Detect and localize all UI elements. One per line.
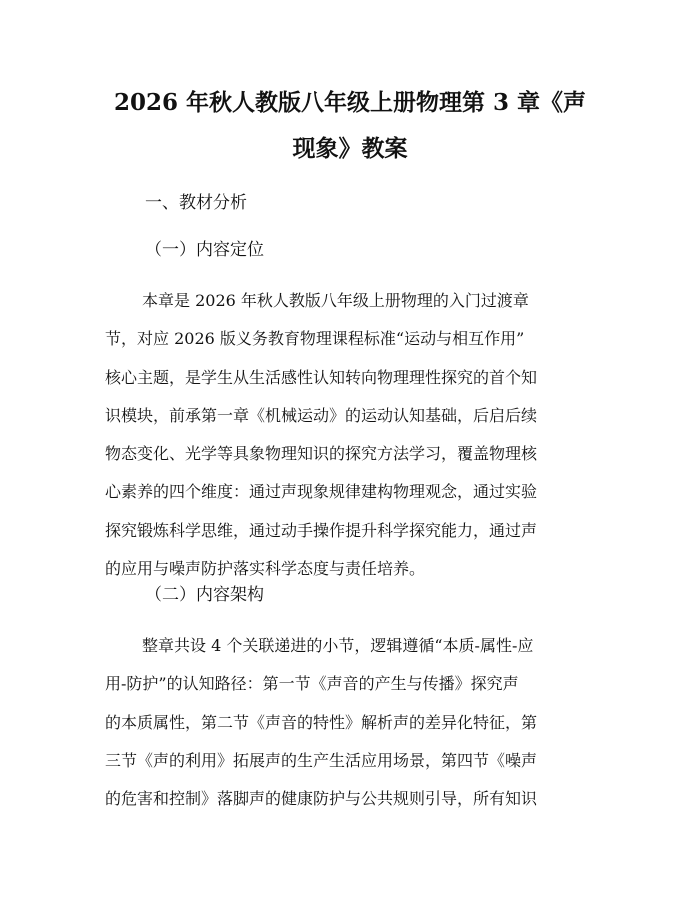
subsection-heading-content-positioning: （一）内容定位	[145, 240, 264, 260]
paragraph-line: 的危害和控制》落脚声的健康防护与公共规则引导，所有知识	[105, 789, 538, 809]
paragraph-line: 心素养的四个维度：通过声现象规律建构物理观念，通过实验	[105, 482, 538, 502]
paragraph-line: 三节《声的利用》拓展声的生产生活应用场景，第四节《噪声	[105, 750, 538, 770]
paragraph-line: 本章是 2026 年秋人教版八年级上册物理的入门过渡章	[142, 291, 529, 310]
paragraph-line: 节，对应 2026 版义务教育物理课程标准“运动与相互作用”	[105, 329, 525, 349]
paragraph-line: 核心主题，是学生从生活感性认知转向物理理性探究的首个知	[105, 367, 538, 387]
paragraph-line: 物态变化、光学等具象物理知识的探究方法学习，覆盖物理核	[105, 444, 538, 464]
title-line-1: 2026 年秋人教版八年级上册物理第 3 章《声	[113, 89, 587, 116]
document-title	[90, 80, 610, 172]
paragraph-line: 识模块，前承第一章《机械运动》的运动认知基础，后启后续	[105, 405, 538, 425]
paragraph-line: 的应用与噪声防护落实科学态度与责任培养。	[105, 559, 426, 579]
section-heading-textbook-analysis: 一、教材分析	[145, 193, 247, 213]
paragraph-content-positioning	[105, 282, 597, 588]
paragraph-line: 的本质属性，第二节《声音的特性》解析声的差异化特征，第	[105, 712, 538, 732]
subsection-heading-content-structure: （二）内容架构	[145, 585, 264, 605]
title-line-2: 现象》教案	[292, 135, 408, 162]
paragraph-line: 探究锻炼科学思维，通过动手操作提升科学探究能力，通过声	[105, 520, 538, 540]
paragraph-content-structure	[105, 627, 597, 818]
paragraph-line: 整章共设 4 个关联递进的小节，逻辑遵循“本质-属性-应	[142, 636, 534, 655]
paragraph-line: 用-防护”的认知路径：第一节《声音的产生与传播》探究声	[105, 674, 519, 694]
